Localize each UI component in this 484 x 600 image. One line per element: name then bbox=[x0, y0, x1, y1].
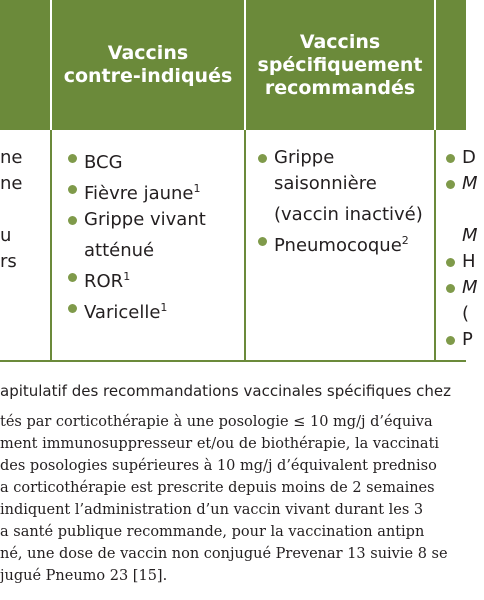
body-text-line: ment immunosuppresseur et/ou de biothérapie, la vaccinati bbox=[0, 436, 440, 452]
table-caption: apitulatif des recommandations vaccinales spécifiques chez bbox=[0, 382, 452, 400]
header-divider bbox=[434, 0, 436, 130]
list-item: Pneumocoque$^2$ bbox=[256, 228, 432, 259]
left-fragment: u bbox=[0, 225, 12, 246]
list-item: H bbox=[444, 249, 484, 275]
header-divider bbox=[50, 0, 52, 130]
right-fragment: M bbox=[462, 225, 478, 246]
list-item: M bbox=[444, 275, 484, 301]
body-text-line: a corticothérapie est prescrite depuis moins de 2 semaines bbox=[0, 480, 435, 496]
left-fragment: rs bbox=[0, 251, 17, 272]
body-text-line: indiquent l’administration d’un vaccin vivant durant les 3 bbox=[0, 502, 424, 518]
body-text-line: tés par corticothérapie à une posologie ≤ 10 mg/j d’équiva bbox=[0, 414, 433, 430]
body-text-line: a santé publique recommande, pour la vaccination antipn bbox=[0, 524, 425, 540]
right-column-fragments bbox=[444, 249, 484, 301]
list-item: D bbox=[444, 145, 484, 171]
list-item: ROR$^1$ bbox=[66, 264, 242, 295]
body-text-line: des posologies supérieures à 10 mg/j d’équivalent predniso bbox=[0, 458, 437, 474]
recommended-list bbox=[256, 145, 432, 259]
right-column-fragments bbox=[444, 327, 484, 353]
body-text-line: jugué Pneumo 23 [15]. bbox=[0, 568, 168, 584]
right-column-fragments bbox=[444, 145, 484, 197]
body-text-line: né, une dose de vaccin non conjugué Prevenar 13 suivie 8 se bbox=[0, 546, 448, 562]
left-fragment: ne bbox=[0, 147, 23, 168]
list-item: Grippe vivant atténué bbox=[66, 207, 242, 264]
list-item: P bbox=[444, 327, 484, 353]
header-divider bbox=[244, 0, 246, 130]
table-bottom-rule bbox=[0, 360, 466, 362]
list-item: Grippe saisonnière (vaccin inactivé) bbox=[256, 145, 432, 228]
column-divider bbox=[434, 130, 436, 360]
list-item: Fièvre jaune$^1$ bbox=[66, 176, 242, 207]
left-fragment: ne bbox=[0, 173, 23, 194]
header-contraindicated: Vaccins contre-indiqués bbox=[63, 42, 233, 87]
header-recommended: Vaccins spécifiquement recommandés bbox=[257, 30, 423, 99]
column-divider bbox=[50, 130, 52, 360]
contraindicated-list bbox=[66, 145, 242, 326]
list-item: BCG bbox=[66, 145, 242, 176]
list-item: M bbox=[444, 171, 484, 197]
list-item: Varicelle$^1$ bbox=[66, 295, 242, 326]
column-divider bbox=[244, 130, 246, 360]
right-fragment: ( bbox=[462, 303, 470, 324]
